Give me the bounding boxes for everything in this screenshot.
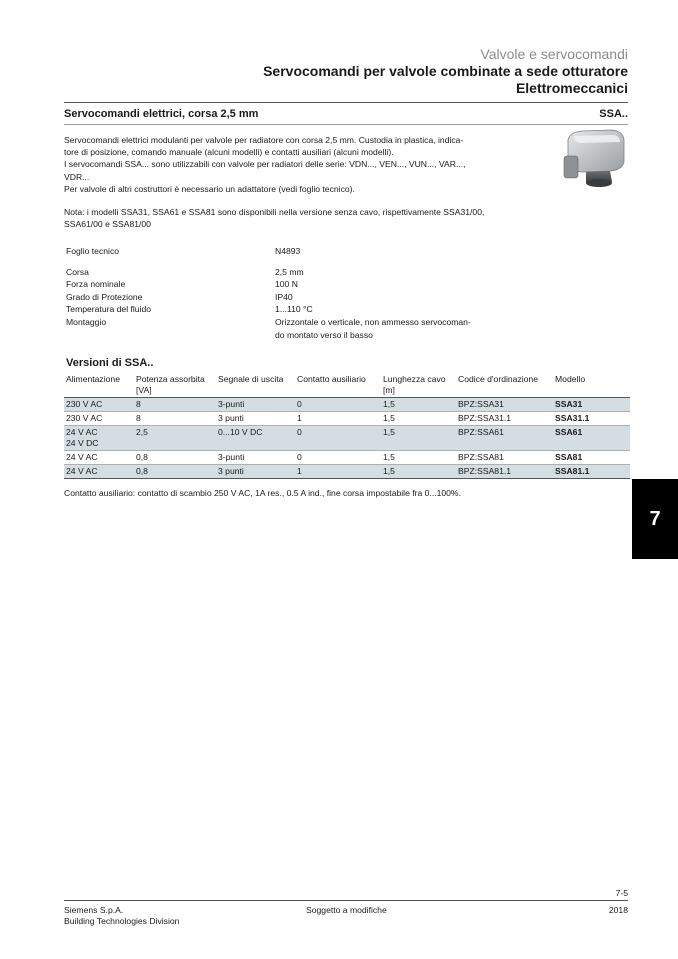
description [64,134,504,195]
spec-row [66,303,496,316]
company-name: Siemens S.p.A. [64,905,124,915]
note [64,206,514,230]
col-header-power: Potenza assorbita [VA] [136,374,205,395]
description-line: tore di posizione, comando manuale (alcuni modelli) e contatti ausiliari (alcuni modelli). [64,147,394,158]
table-row: 230 V AC 8 3 punti 1 1,5 BPZ:SSA31.1 SSA31.1 [64,412,630,426]
table-footnote: Contatto ausiliario: contatto di scambio 250 V AC, 1A res., 0.5 A ind., fine corsa impostabile fra 0...100%. [64,488,461,498]
versions-title: Versioni di SSA.. [66,357,154,369]
division-name: Building Technologies Division [64,916,180,926]
description-line: VDR... [64,171,90,182]
table-header-row [64,373,630,398]
spec-label: Grado di Protezione [66,291,143,302]
table-row: 230 V AC 8 3-punti 0 1,5 BPZ:SSA31 SSA31 [64,398,630,412]
table-row: 24 V AC 24 V DC 2,5 0...10 V DC 0 1,5 BPZ:SSA61 SSA61 [64,426,630,451]
note-line: SSA61/00 e SSA81/00 [64,219,151,230]
spec-list [66,245,496,341]
spec-label: Foglio tecnico [66,246,120,256]
spec-row [66,291,496,304]
col-header-aux: Contatto ausiliario [297,374,366,384]
spec-value-line: Orizzontale o verticale, non ammesso servocoman- [275,316,471,327]
section-code: SSA.. [599,108,628,120]
description-line: Servocomandi elettrici modulanti per valvole per radiatore con corsa 2,5 mm. Custodia in plastica, indica- [64,135,464,145]
section-divider [64,124,628,125]
footer-company [64,905,179,927]
spec-row [66,266,496,279]
col-header-signal: Segnale di uscita [218,374,284,384]
col-header-order: Codice d'ordinazione [458,374,538,384]
table-row: 24 V AC 0,8 3 punti 1 1,5 BPZ:SSA81.1 SSA81.1 [64,465,630,479]
header-title: Servocomandi per valvole combinate a sede otturatore [263,63,628,79]
spec-label: Temperatura del fluido [66,304,152,315]
col-header-model: Modello [555,374,586,384]
footer-divider [64,900,628,901]
spec-label: Montaggio [66,316,107,327]
footer-year: 2018 [608,905,628,915]
spec-row-datasheet [66,245,496,258]
table-row: 24 V AC 0,8 3-punti 0 1,5 BPZ:SSA81 SSA81 [64,451,630,465]
spec-value-line: do montato verso il basso [275,329,373,340]
description-line: Per valvole di altri costruttori è necessario un adattatore (vedi foglio tecnico). [64,183,355,194]
description-line: I servocomandi SSA... sono utilizzabili con valvole per radiatori delle serie: VDN..., VEN..., VUN..., VAR..., [64,159,466,170]
page-number: 7-5 [615,888,628,898]
header-divider [64,102,628,103]
section-title: Servocomandi elettrici, corsa 2,5 mm [64,108,259,120]
spec-value: 1...110 °C [275,304,313,315]
actuator-product-image [560,126,630,190]
header-subtitle: Elettromeccanici [515,80,628,96]
spec-row [66,316,496,341]
versions-table [64,373,630,479]
spec-label: Corsa [66,266,89,277]
spec-value: N4893 [275,246,301,256]
col-header-supply: Alimentazione [66,374,120,384]
spec-value [275,316,490,341]
footer-center: Soggetto a modifiche [306,905,387,915]
header-category: Valvole e servocomandi [480,46,628,62]
note-line: Nota: i modelli SSA31, SSA61 e SSA81 sono disponibili nella versione senza cavo, rispettivamente SSA31/00, [64,207,485,217]
spec-row [66,278,496,291]
spec-label: Forza nominale [66,279,126,290]
col-header-cable: Lunghezza cavo [m] [383,374,446,395]
spec-value: IP40 [275,291,293,302]
chapter-tab: 7 [632,479,678,559]
spec-value: 2,5 mm [275,266,304,277]
spec-value: 100 N [275,279,298,290]
